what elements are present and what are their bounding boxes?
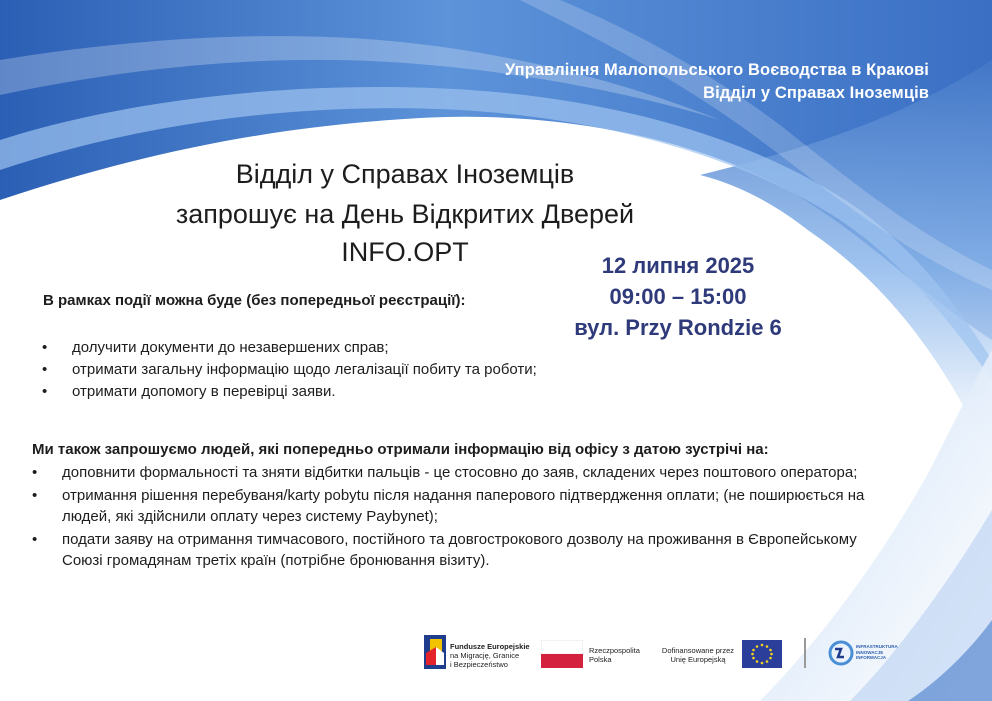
list-item-text: подати заяву на отримання тимчасового, постійного та довгострокового дозволу на проживання в Європейському Союзі громадянам третіх країн (потрібне бронювання візиту). (62, 530, 857, 569)
header-department: Відділ у Справах Іноземців (703, 84, 929, 102)
ue-text-2: Unię Europejską (670, 655, 726, 664)
list-item (32, 529, 892, 572)
bullet-icon: • (42, 383, 48, 400)
iii-logo-icon (828, 640, 854, 666)
logo-fundusze-europejskie (424, 630, 534, 674)
list-item-text: долучити документи до незавершених справ; (72, 339, 389, 356)
bullet-icon: • (42, 339, 48, 356)
bullet-icon: • (42, 361, 48, 378)
list-item-text: отримати загальну інформацію щодо легалізації побиту та роботи; (72, 361, 537, 378)
list-item-text: отримання рішення перебуваня/karty pobytu після надання паперового підтвердження оплати; (не поширюється на людей, які здійснили оплату через систему Paybynet); (62, 486, 865, 525)
logo-rzeczpospolita (541, 630, 646, 674)
polish-flag-icon (541, 640, 583, 668)
list-item (42, 338, 537, 360)
fe-text-3: i Bezpieczeństwo (450, 660, 508, 669)
list-item (32, 485, 892, 528)
event-address: вул. Przy Rondzie 6 (574, 315, 782, 340)
iii-text-3: INFORMACJA (856, 655, 886, 660)
list-item (42, 382, 537, 404)
logo-divider (804, 638, 806, 668)
title-line-1: Відділ у Справах Іноземців (235, 159, 575, 189)
section1-list (42, 338, 537, 404)
section2-list (32, 462, 892, 573)
eu-funds-icon (424, 635, 446, 669)
section2-intro: Ми також запрошуємо людей, які попередньо отримали інформацію від офісу з датою зустрічі на: (32, 441, 769, 458)
fe-text-1: Fundusze Europejskie (450, 642, 530, 651)
list-item-text: доповнити формальності та зняти відбитки пальців - це стосовно до заяв, складених через поштового оператора; (62, 464, 858, 481)
section1-intro: В рамках події можна буде (без попередньої реєстрації): (43, 292, 466, 309)
logo-infrastruktura (828, 630, 903, 674)
title-line-2: запрошує на День Відкритих Дверей (175, 199, 635, 229)
list-item (42, 360, 537, 382)
bullet-icon: • (32, 486, 38, 504)
bullet-icon: • (32, 464, 38, 481)
fe-text-2: na Migrację, Granice (450, 651, 520, 660)
iii-text-1: INFRASTRUKTURA (856, 644, 898, 649)
rp-text-2: Polska (589, 655, 612, 664)
list-item (32, 462, 892, 484)
iii-text-2: INNOWACJE (856, 649, 884, 655)
bullet-icon: • (32, 530, 38, 548)
event-date: 12 липня 2025 (601, 253, 755, 278)
event-time: 09:00 – 15:00 (609, 284, 747, 309)
title-line-3: INFO.OPT (341, 237, 469, 267)
ue-text-1: Dofinansowane przez (661, 646, 735, 655)
rp-text-1: Rzeczpospolita (589, 646, 640, 655)
header-organization: Управління Малопольського Воєводства в Кракові (504, 61, 929, 79)
eu-flag-icon (742, 640, 782, 668)
logo-eu-cofinanced (658, 630, 786, 674)
list-item-text: отримати допомогу в перевірці заяви. (72, 383, 336, 400)
